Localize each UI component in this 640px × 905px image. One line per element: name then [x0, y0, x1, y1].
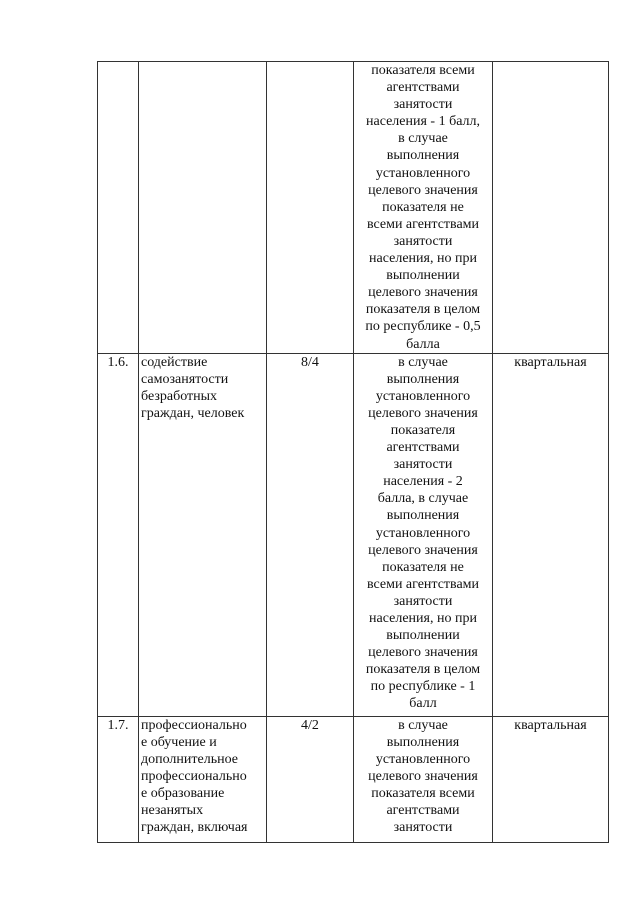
periodicity-cell	[493, 62, 609, 354]
row-number-cell: 1.7.	[98, 716, 139, 842]
scoring-rule-cell: показателя всеми агентствами занятости населения - 1 балл, в случае выполнения установленного целевого значения показателя не всеми агентствами занятости населения, но при выполнении целевого значения показателя в целом по республике - 0,5 балла	[354, 62, 493, 354]
table-row	[98, 716, 609, 842]
scoring-rule-cell: в случае выполнения установленного целевого значения показателя всеми агентствами занятости	[354, 716, 493, 842]
table-row	[98, 353, 609, 716]
periodicity-cell: квартальная	[493, 353, 609, 716]
row-number-cell: 1.6.	[98, 353, 139, 716]
indicator-name-cell: профессионально е обучение и дополнительное профессионально е образование незанятых граждан, включая	[139, 716, 267, 842]
target-value-cell: 4/2	[267, 716, 354, 842]
periodicity-cell: квартальная	[493, 716, 609, 842]
table-row	[98, 62, 609, 354]
criteria-table	[97, 61, 609, 843]
scoring-rule-cell: в случае выполнения установленного целевого значения показателя агентствами занятости населения - 2 балла, в случае выполнения установленного целевого значения показателя не всеми агентствами занятости населения, но при выполнении целевого значения показателя в целом по республике - 1 балл	[354, 353, 493, 716]
indicator-name-cell: содействие самозанятости безработных граждан, человек	[139, 353, 267, 716]
target-value-cell	[267, 62, 354, 354]
indicator-name-cell	[139, 62, 267, 354]
row-number-cell	[98, 62, 139, 354]
target-value-cell: 8/4	[267, 353, 354, 716]
